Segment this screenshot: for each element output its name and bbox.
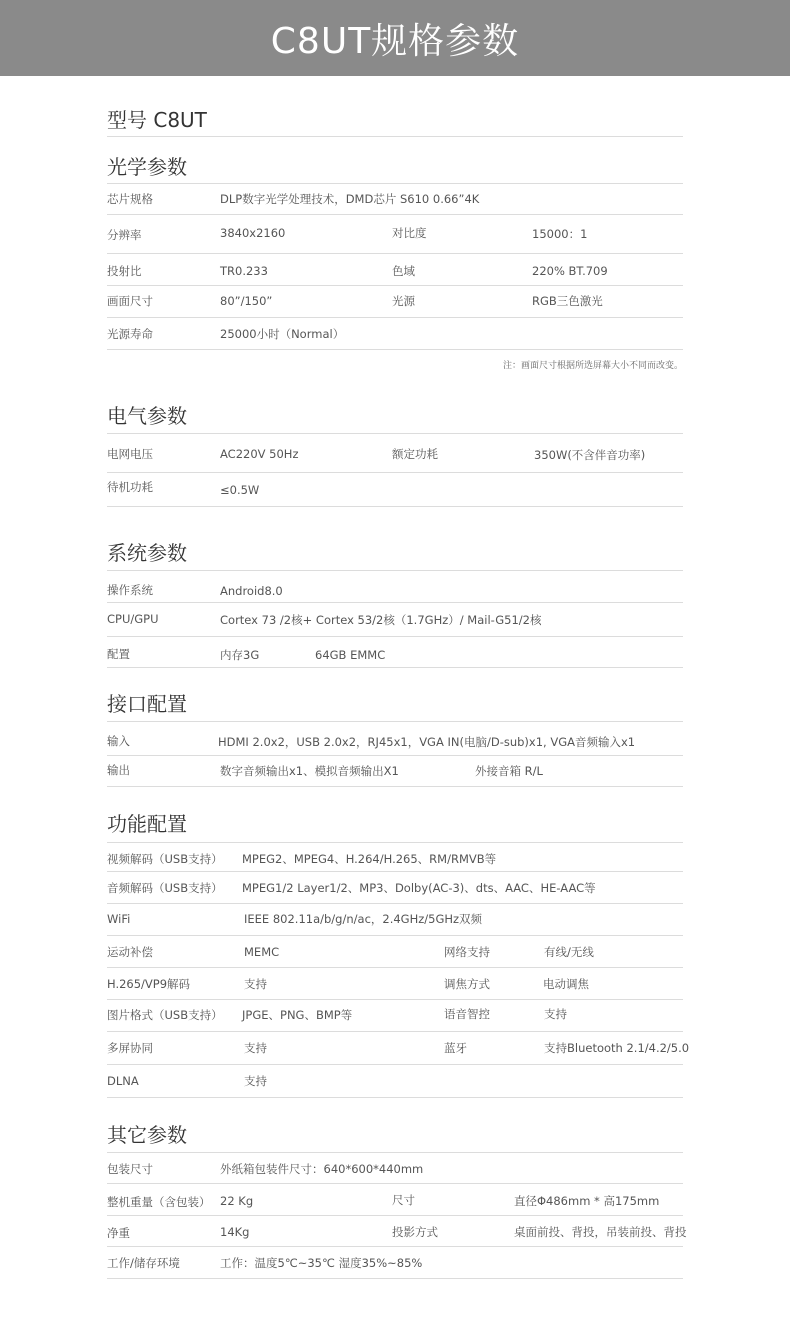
- divider: [107, 506, 683, 507]
- divider: [107, 786, 683, 787]
- resolution-label: 分辨率: [107, 228, 142, 242]
- system-heading: 系统参数: [107, 541, 187, 565]
- video-value: MPEG2、MPEG4、H.264/H.265、RM/RMVB等: [242, 852, 497, 866]
- chip-label: 芯片规格: [107, 192, 153, 206]
- contrast-label: 对比度: [392, 226, 427, 240]
- h265-label: H.265/VP9解码: [107, 977, 191, 991]
- divider: [107, 903, 683, 904]
- divider: [107, 1152, 683, 1153]
- divider: [107, 667, 683, 668]
- divider: [107, 472, 683, 473]
- dlna-label: DLNA: [107, 1074, 139, 1088]
- divider: [107, 755, 683, 756]
- divider: [107, 1031, 683, 1032]
- throw-value: TR0.233: [220, 264, 268, 278]
- multiscreen-label: 多屏协同: [107, 1041, 153, 1055]
- environment-value: 工作：温度5℃~35℃ 湿度35%~85%: [220, 1256, 423, 1270]
- divider: [107, 214, 683, 215]
- divider: [107, 136, 683, 137]
- environment-label: 工作/储存环境: [107, 1256, 180, 1270]
- cpu-value: Cortex 73 /2核+ Cortex 53/2核（1.7GHz）/ Mail-G51/2核: [220, 613, 542, 627]
- os-label: 操作系统: [107, 583, 153, 597]
- throw-label: 投射比: [107, 264, 142, 278]
- power-label: 额定功耗: [392, 447, 438, 461]
- chip-value: DLP数字光学处理技术，DMD芯片 S610 0.66”4K: [220, 192, 480, 206]
- output-extra: 外接音箱 R/L: [475, 764, 543, 778]
- video-label: 视频解码（USB支持）: [107, 852, 223, 866]
- focus-value: 电动调焦: [543, 977, 589, 991]
- output-label: 输出: [107, 763, 130, 777]
- motion-value: MEMC: [244, 945, 280, 959]
- wifi-label: WiFi: [107, 912, 131, 926]
- divider: [107, 1064, 683, 1065]
- light-label: 光源: [392, 294, 415, 308]
- size-label: 画面尺寸: [107, 294, 153, 308]
- audio-value: MPEG1/2 Layer1/2、MP3、Dolby(AC-3)、dts、AAC、HE-AAC等: [242, 881, 596, 895]
- gamut-value: 220% BT.709: [532, 264, 608, 278]
- divider: [107, 935, 683, 936]
- divider: [107, 433, 683, 434]
- features-heading: 功能配置: [107, 812, 187, 836]
- cpu-label: CPU/GPU: [107, 612, 159, 626]
- input-label: 输入: [107, 734, 130, 748]
- divider: [107, 636, 683, 637]
- voice-label: 语音智控: [444, 1007, 490, 1021]
- config-label: 配置: [107, 647, 130, 661]
- network-value: 有线/无线: [544, 945, 594, 959]
- gross-weight-value: 22 Kg: [220, 1194, 254, 1208]
- footnote: 注：画面尺寸根据所选屏幕大小不同而改变。: [502, 361, 683, 371]
- focus-label: 调焦方式: [444, 977, 490, 991]
- storage-value: 64GB EMMC: [315, 648, 386, 662]
- divider: [107, 1097, 683, 1098]
- voltage-value: AC220V 50Hz: [220, 447, 299, 461]
- divider: [107, 602, 683, 603]
- divider: [107, 253, 683, 254]
- package-value: 外纸箱包装件尺寸：640*600*440mm: [220, 1162, 424, 1176]
- projection-value: 桌面前投、背投，吊装前投、背投: [514, 1225, 687, 1239]
- standby-value: ≤0.5W: [220, 483, 260, 497]
- size-value: 80”/150”: [220, 294, 273, 308]
- life-label: 光源寿命: [107, 327, 153, 341]
- net-weight-label: 净重: [107, 1226, 130, 1240]
- light-value: RGB三色激光: [532, 294, 603, 308]
- divider: [107, 1215, 683, 1216]
- divider: [107, 349, 683, 350]
- standby-label: 待机功耗: [107, 480, 153, 494]
- model-heading: 型号 C8UT: [107, 108, 207, 132]
- image-label: 图片格式（USB支持）: [107, 1008, 223, 1022]
- package-label: 包装尺寸: [107, 1162, 153, 1176]
- wifi-value: IEEE 802.11a/b/g/n/ac，2.4GHz/5GHz双频: [244, 912, 483, 926]
- gamut-label: 色域: [392, 264, 415, 278]
- optical-heading: 光学参数: [107, 155, 187, 179]
- os-value: Android8.0: [220, 584, 283, 598]
- contrast-value: 15000：1: [532, 227, 588, 241]
- divider: [107, 842, 683, 843]
- divider: [107, 1183, 683, 1184]
- divider: [107, 967, 683, 968]
- interface-heading: 接口配置: [107, 692, 187, 716]
- divider: [107, 285, 683, 286]
- image-value: JPGE、PNG、BMP等: [242, 1008, 353, 1022]
- gross-weight-label: 整机重量（含包装）: [107, 1195, 211, 1209]
- dimension-label: 尺寸: [392, 1193, 415, 1207]
- divider: [107, 999, 683, 1000]
- divider: [107, 1246, 683, 1247]
- resolution-value: 3840x2160: [220, 226, 286, 240]
- net-weight-value: 14Kg: [220, 1225, 250, 1239]
- h265-value: 支持: [244, 977, 267, 991]
- bluetooth-label: 蓝牙: [444, 1041, 467, 1055]
- memory-value: 内存3G: [220, 648, 260, 662]
- multiscreen-value: 支持: [244, 1041, 267, 1055]
- other-heading: 其它参数: [107, 1123, 187, 1147]
- voice-value: 支持: [544, 1007, 567, 1021]
- voltage-label: 电网电压: [107, 447, 153, 461]
- divider: [107, 871, 683, 872]
- motion-label: 运动补偿: [107, 945, 153, 959]
- audio-label: 音频解码（USB支持）: [107, 881, 223, 895]
- electrical-heading: 电气参数: [107, 404, 187, 428]
- divider: [107, 1278, 683, 1279]
- divider: [107, 317, 683, 318]
- projection-label: 投影方式: [392, 1225, 438, 1239]
- divider: [107, 183, 683, 184]
- output-value: 数字音频输出x1、模拟音频输出X1: [220, 764, 399, 778]
- power-value: 350W(不含伴音功率): [534, 448, 646, 462]
- network-label: 网络支持: [444, 945, 490, 959]
- divider: [107, 721, 683, 722]
- dlna-value: 支持: [244, 1074, 267, 1088]
- dimension-value: 直径Φ486mm * 高175mm: [514, 1194, 660, 1208]
- divider: [107, 570, 683, 571]
- page-title: C8UT规格参数: [0, 0, 790, 76]
- life-value: 25000小时（Normal）: [220, 327, 345, 341]
- bluetooth-value: 支持Bluetooth 2.1/4.2/5.0: [544, 1041, 690, 1055]
- input-value: HDMI 2.0x2，USB 2.0x2，RJ45x1，VGA IN(电脑/D-sub)x1, VGA音频输入x1: [218, 735, 636, 749]
